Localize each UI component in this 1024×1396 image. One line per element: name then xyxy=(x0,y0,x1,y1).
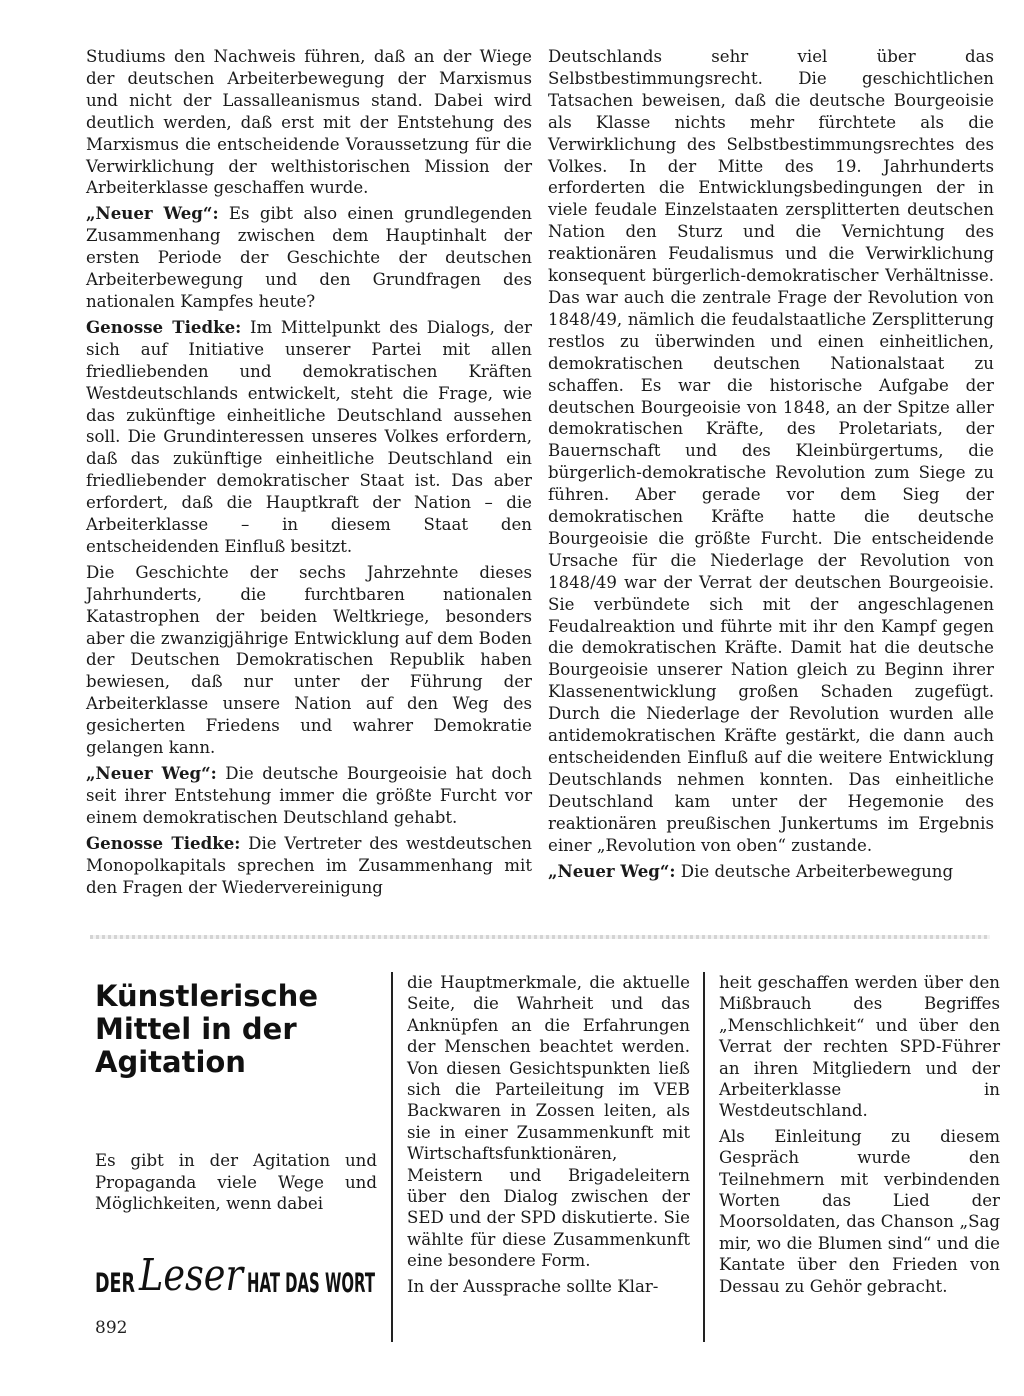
paragraph: die Hauptmerkmale, die aktuelle Seite, die Wahrheit und das Anknüpfen an die Erfahrungen der Menschen beachtet werden. Von diesen Gesichtspunkten ließ sich die Parteileitung im VEB Backwaren in Zossen leiten, als sie in einer Zusammenkunft mit Wirtschaftsfunktionären, Meistern und Brigadeleitern über den Dialog zwischen der SED und der SPD diskutierte. Sie wählte für diese Zusammenkunft eine besondere Form. xyxy=(407,973,690,1271)
interview-answer xyxy=(86,317,532,558)
paragraph: In der Aussprache sollte Klar- xyxy=(407,1276,659,1296)
answer-text: Die Vertreter des westdeutschen Monopolkapitals sprechen im Zusammenhang mit den Fragen der Wiedervereinigung xyxy=(86,833,532,897)
heading-line: Mittel in der xyxy=(95,1012,297,1046)
paragraph: Studiums den Nachweis führen, daß an der Wiege der deutschen Arbeiterbewegung der Marxismus und nicht der Lassalleanismus stand. Dabei wird deutlich werden, daß erst mit der Entstehung des Marxismus die entscheidende Voraussetzung für die Verwirklichung der welthistorischen Mission der Arbeiterklasse geschaffen wurde. xyxy=(86,47,532,198)
interview-column-right xyxy=(548,46,994,882)
speaker-label: Genosse Tiedke: xyxy=(86,832,241,853)
paragraph: Die Geschichte der sechs Jahrzehnte dieses Jahrhunderts, die furchtbaren nationalen Katastrophen der beiden Weltkriege, besonders aber die zwanzigjährige Entwicklung auf dem Boden der Deutschen Demokratischen Republik haben bewiesen, daß nur unter der Führung der Arbeiterklasse unsere Nation auf den Weg des gesicherten Friedens und wahrer Demokratie gelangen kann. xyxy=(86,562,532,758)
page-number: 892 xyxy=(95,1318,128,1338)
column-rule xyxy=(703,972,705,1342)
heading-line: Agitation xyxy=(95,1045,246,1079)
interview-question xyxy=(548,861,994,883)
column-rule xyxy=(391,972,393,1342)
interview-column-left xyxy=(86,46,532,898)
article-heading xyxy=(95,980,395,1079)
interview-question xyxy=(86,203,532,313)
speaker-label: „Neuer Weg“: xyxy=(86,763,217,783)
answer-text: Im Mittelpunkt des Dialogs, der sich auf Initiative unserer Partei mit allen friedliebenden und demokratischen Kräften Westdeutschlands entwickelt, steht die Frage, wie das zukünftige einheitliche Deutschland aussehen soll. Die Grundinteressen unseres Volkes erfordern, daß das zukünftige einheitliche Deutschland ein friedliebender demokratischer Staat ist. Das aber erfordert, daß die Hauptkraft der Nation – die Arbeiterklasse – in diesem Staat den entscheidenden Einfluß besitzt. xyxy=(86,317,532,556)
question-text: Es gibt also einen grundlegenden Zusammenhang zwischen dem Hauptinhalt der ersten Periode der Geschichte der deutschen Arbeiterbewegung und den Grundfragen des nationalen Kampfes heute? xyxy=(86,204,532,311)
section-divider xyxy=(90,935,990,939)
rubric-text: DER xyxy=(95,1268,136,1299)
speaker-label: „Neuer Weg“: xyxy=(548,860,676,881)
heading-line: Künstlerische xyxy=(95,979,318,1013)
article-column-middle xyxy=(407,972,690,1297)
question-text: Die deutsche Bourgeoisie hat doch seit ihrer Entstehung immer die größte Furcht vor einem demokratischen Deutschland gehabt. xyxy=(86,764,532,827)
rubric-script: Leser xyxy=(138,1250,246,1301)
speaker-label: Genosse Tiedke: xyxy=(86,316,242,337)
article-column-right xyxy=(719,972,1000,1297)
paragraph: Als Einleitung zu diesem Gespräch wurde den Teilnehmern mit verbindenden Worten das Lied der Moorsoldaten, das Chanson „Sag mir, wo die Blumen sind“ und die Kantate über den Frieden von Dessau zu Gehör gebracht. xyxy=(719,1126,1000,1296)
article-intro: Es gibt in der Agitation und Propaganda viele Wege und Möglichkeiten, wenn dabei xyxy=(95,1151,377,1213)
speaker-label: „Neuer Weg“: xyxy=(86,203,219,224)
rubric-text: HAT DAS WORT xyxy=(247,1268,376,1299)
interview-answer xyxy=(86,833,532,899)
question-text: Die deutsche Arbeiterbewegung xyxy=(675,861,954,881)
interview-question xyxy=(86,763,532,829)
paragraph: Deutschlands sehr viel über das Selbstbestimmungsrecht. Die geschichtlichen Tatsachen beweisen, daß die deutsche Bourgeoisie als Klasse nichts mehr fürchtete als die Verwirklichung des Selbstbestimmungsrechtes des Volkes. In der Mitte des 19. Jahrhunderts erforderten die Entwicklungsbedingungen der in viele feudale Einzelstaaten zersplitterten deutschen Nation den Sturz und die Vernichtung des reaktionären Feudalismus und die Verwirklichung konsequent bürgerlich-demokratischer Verhältnisse. Das war auch die zentrale Frage der Revolution von 1848/49, nämlich die feudalstaatliche Zersplitterung restlos zu überwinden und einen einheitlichen, demokratischen deutschen Nationalstaat zu schaffen. Es war die historische Aufgabe der deutschen Bourgeoisie von 1848, an der Spitze aller demokratischen Kräfte, des Proletariats, der Bauernschaft und des Kleinbürgertums, die bürgerlich-demokratische Revolution zum Siege zu führen. Aber gerade vor dem Sieg der demokratischen Kräfte hatte die deutsche Bourgeoisie die größte Furcht. Die entscheidende Ursache für die Niederlage der Revolution von 1848/49 war der Verrat der deutschen Bourgeoisie. Sie verbündete sich mit der angeschlagenen Feudalreaktion und führte mit ihr den Kampf gegen die demokratischen Kräfte. Damit hat die deutsche Bourgeoisie unserer Nation gleich zu Beginn ihrer Klassenentwicklung großen Schaden zugefügt. Durch die Niederlage der Revolution wurden alle antidemokratischen Kräfte gestärkt, die dann auch entscheidenden Einfluß auf die weitere Entwicklung Deutschlands nehmen konnten. Das einheitliche Deutschland kam unter der Hegemonie des reaktionären preußischen Junkertums im Ergebnis einer „Revolution von oben“ zustande. xyxy=(548,47,994,855)
rubric-logo xyxy=(95,1246,380,1306)
paragraph: heit geschaffen werden über den Mißbrauch des Begriffes „Menschlichkeit“ und über den Verrat der rechten SPD-Führer an ihren Mitgliedern und der Arbeiterklasse in Westdeutschland. xyxy=(719,973,1000,1121)
